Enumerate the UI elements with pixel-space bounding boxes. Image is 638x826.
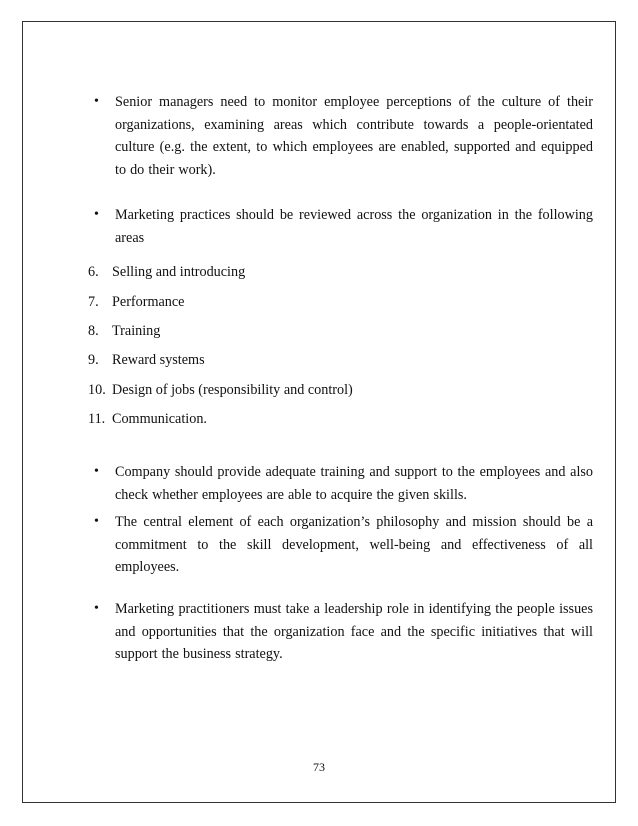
list-item-text: Reward systems [112, 352, 205, 368]
bullet-text: Company should provide adequate training and support to the employees and also check whether employees are able to acquire the given skills. [115, 464, 593, 503]
list-item-text: Selling and introducing [112, 264, 246, 280]
list-item [88, 291, 184, 313]
list-item-number: 6. [88, 264, 99, 280]
bullet-dot: • [94, 94, 99, 109]
bullet-text: The central element of each organization’s philosophy and mission should be a commitment to the skill development, well-being and effectiveness of all employees. [115, 514, 593, 575]
bullet-item-training-support [88, 461, 593, 506]
list-item [88, 349, 205, 371]
list-item-number: 11. [88, 411, 106, 427]
list-item [88, 379, 353, 401]
list-item-number: 10. [88, 382, 106, 398]
bullet-item-central-element [88, 511, 593, 579]
bullet-text: Marketing practices should be reviewed across the organization in the following areas [115, 207, 593, 246]
bullet-text: Senior managers need to monitor employee perceptions of the culture of their organizations, examining areas which contribute towards a people-orientated culture (e.g. the extent, to which employees are enabled, supported and equipped to do their work). [115, 94, 593, 178]
bullet-dot: • [94, 464, 99, 479]
bullet-item-culture [88, 91, 593, 181]
bullet-dot: • [94, 601, 99, 616]
list-item-text: Training [112, 323, 161, 339]
list-item-number: 8. [88, 323, 99, 339]
list-item [88, 408, 207, 430]
list-item-number: 9. [88, 352, 99, 368]
page-number: 73 [313, 760, 325, 774]
list-item-text: Design of jobs (responsibility and control) [112, 382, 353, 398]
list-item-text: Communication. [112, 411, 207, 427]
bullet-item-leadership-role [88, 598, 593, 666]
list-item-number: 7. [88, 294, 99, 310]
bullet-item-marketing-practices [88, 204, 593, 249]
bullet-text: Marketing practitioners must take a leadership role in identifying the people issues and opportunities that the organization face and the specific initiatives that will support the business strategy. [115, 601, 593, 662]
list-item [88, 261, 245, 283]
list-item-text: Performance [112, 294, 185, 310]
bullet-dot: • [94, 514, 99, 529]
list-item [88, 320, 160, 342]
bullet-dot: • [94, 207, 99, 222]
